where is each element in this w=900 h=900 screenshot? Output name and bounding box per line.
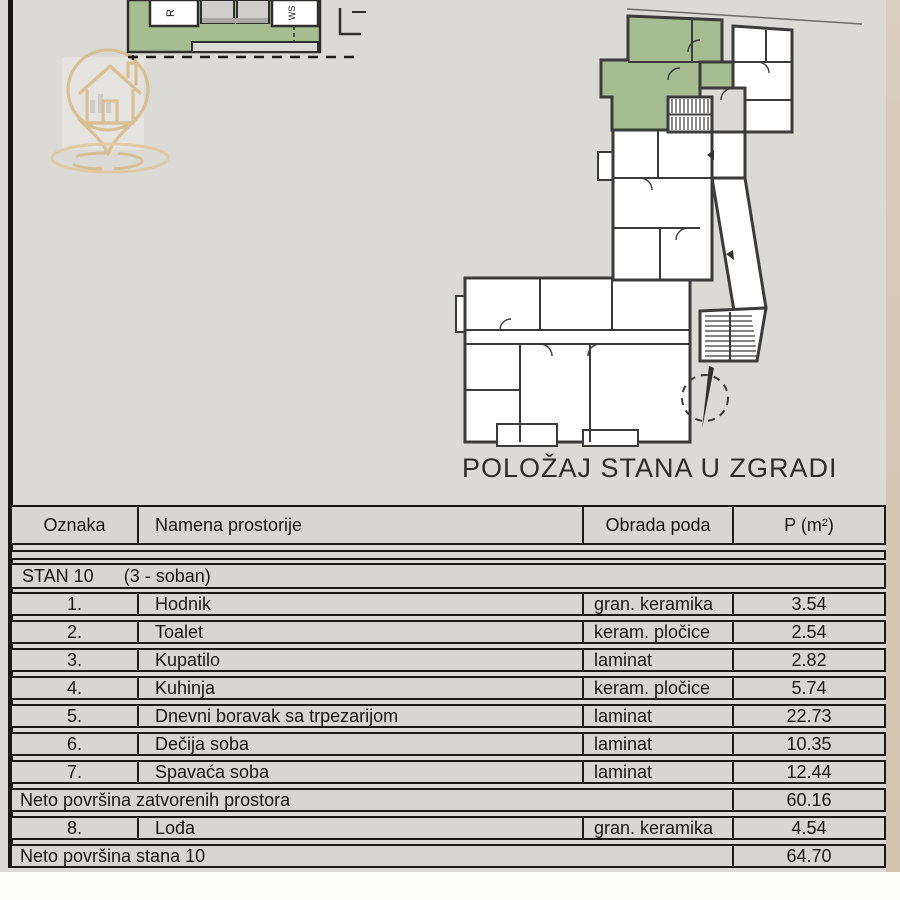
cell-num: 8. bbox=[66, 818, 82, 838]
subtotal-area: 60.16 bbox=[732, 790, 884, 811]
building-floorplan bbox=[440, 0, 880, 450]
table-row bbox=[10, 676, 886, 700]
cell-floor: laminat bbox=[582, 762, 732, 783]
cell-floor: gran. keramika bbox=[582, 594, 732, 615]
total-row bbox=[10, 844, 886, 868]
cell-name: Dečija soba bbox=[137, 734, 582, 755]
cell-area: 12.44 bbox=[732, 762, 884, 783]
subtotal-row bbox=[10, 788, 886, 812]
bottom-margin bbox=[0, 872, 900, 900]
cell-name: Kupatilo bbox=[137, 650, 582, 671]
right-edge-stripe bbox=[886, 0, 900, 872]
cell-floor: keram. pločice bbox=[582, 678, 732, 699]
header-povrsina: P (m²) bbox=[732, 507, 884, 543]
cell-num: 2. bbox=[66, 622, 82, 642]
cell-name: Dnevni boravak sa trpezarijom bbox=[137, 706, 582, 727]
cell-area: 2.54 bbox=[732, 622, 884, 643]
plan-section-title: POLOŽAJ STANA U ZGRADI bbox=[462, 453, 838, 483]
cell-floor: laminat bbox=[582, 706, 732, 727]
cell-floor: gran. keramika bbox=[582, 818, 732, 839]
cell-name: Kuhinja bbox=[137, 678, 582, 699]
apartment-type: (3 - soban) bbox=[123, 565, 211, 586]
table-row bbox=[10, 620, 886, 644]
plan-fragment bbox=[120, 0, 370, 64]
cell-floor: keram. pločice bbox=[582, 622, 732, 643]
cell-name: Hodnik bbox=[137, 594, 582, 615]
apartment-section-row bbox=[10, 563, 886, 589]
cell-area: 4.54 bbox=[732, 818, 884, 839]
table-row bbox=[10, 704, 886, 728]
header-obrada: Obrada poda bbox=[582, 507, 732, 543]
table-row bbox=[10, 648, 886, 672]
table-row bbox=[10, 760, 886, 784]
cell-area: 5.74 bbox=[732, 678, 884, 699]
cell-num: 5. bbox=[66, 706, 82, 726]
cell-num: 1. bbox=[66, 594, 82, 614]
cell-area: 22.73 bbox=[732, 706, 884, 727]
total-area: 64.70 bbox=[732, 846, 884, 867]
cell-num: 3. bbox=[66, 650, 82, 670]
cell-num: 7. bbox=[66, 762, 82, 782]
cell-floor: laminat bbox=[582, 734, 732, 755]
subtotal-label: Neto površina zatvorenih prostora bbox=[20, 790, 291, 810]
table-header-row bbox=[10, 505, 886, 545]
cell-area: 3.54 bbox=[732, 594, 884, 615]
fragment-room-label-ws: WS bbox=[287, 5, 297, 21]
cell-name: Spavaća soba bbox=[137, 762, 582, 783]
table-row bbox=[10, 592, 886, 616]
table-spacer-band bbox=[10, 550, 886, 560]
room-area-table bbox=[10, 505, 886, 872]
cell-area: 10.35 bbox=[732, 734, 884, 755]
header-oznaka: Oznaka bbox=[43, 514, 106, 535]
cell-num: 4. bbox=[66, 678, 82, 698]
apartment-id: STAN 10 bbox=[22, 565, 94, 586]
cell-floor: laminat bbox=[582, 650, 732, 671]
total-label: Neto površina stana 10 bbox=[20, 846, 206, 866]
cell-area: 2.82 bbox=[732, 650, 884, 671]
cell-name: Lođa bbox=[137, 818, 582, 839]
table-row-loggia bbox=[10, 816, 886, 840]
header-namena: Namena prostorije bbox=[137, 507, 582, 543]
table-row bbox=[10, 732, 886, 756]
cell-name: Toalet bbox=[137, 622, 582, 643]
cell-num: 6. bbox=[66, 734, 82, 754]
fragment-room-label-r: R bbox=[165, 9, 177, 17]
